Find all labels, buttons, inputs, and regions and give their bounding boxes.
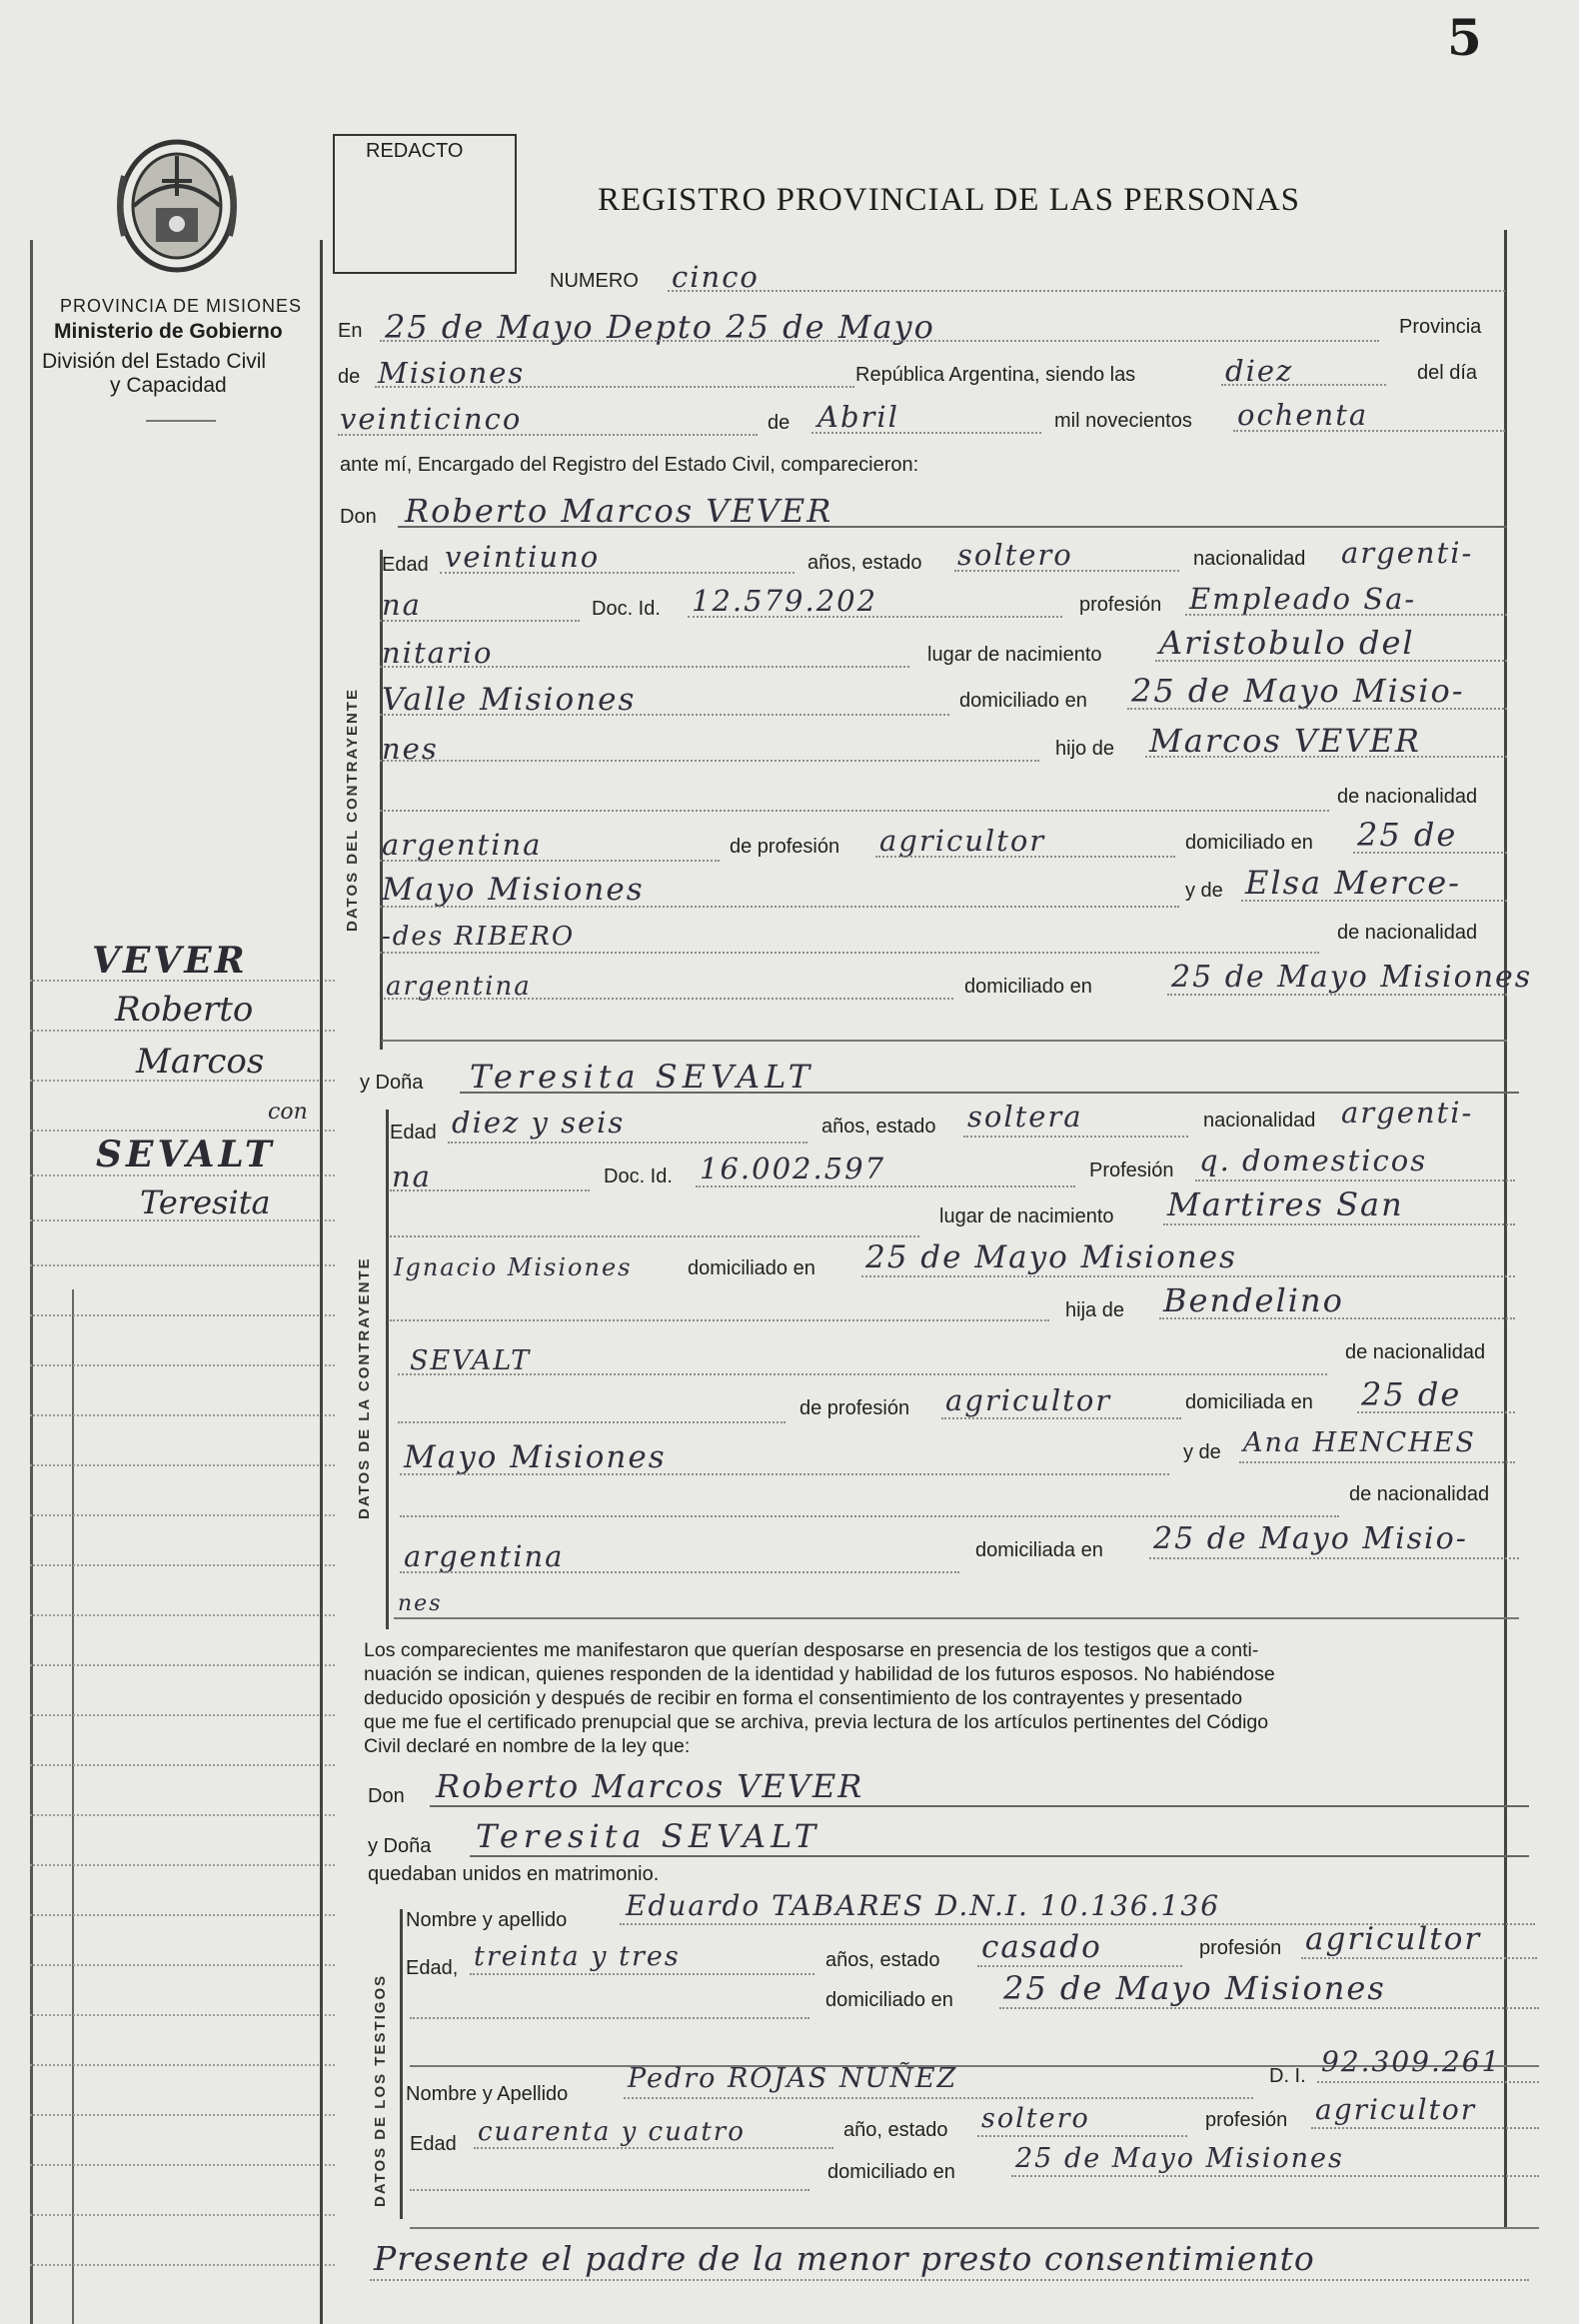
declaration-line-4: que me fue el certificado prenupcial que se archiva, previa lectura de los artículos pertinentes del Código (364, 1711, 1269, 1733)
bride-father-dom-a: 25 de (1361, 1375, 1462, 1413)
w1-dom: 25 de Mayo Misiones (1003, 1969, 1386, 2007)
footer-note: Presente el padre de la menor presto consentimiento (374, 2239, 1315, 2278)
groom-domicilio-b: nes (382, 732, 439, 766)
w2-di: 92.309.261 (1321, 2045, 1502, 2078)
bride-nacionalidad-b: na (392, 1160, 432, 1193)
groom-nacionalidad-label: nacionalidad (1193, 548, 1306, 570)
de-label: de (338, 366, 361, 388)
quedaban-text: quedaban unidos en matrimonio. (368, 1863, 660, 1885)
bride-lugar-b: Ignacio Misiones (394, 1253, 633, 1281)
bride-lugar-a: Martires San (1167, 1185, 1404, 1223)
sidebar-division-2: y Capacidad (110, 374, 227, 397)
groom-estado: soltero (957, 538, 1073, 572)
groom-doc-label: Doc. Id. (592, 598, 661, 620)
bride-nacionalidad-a: argenti- (1341, 1096, 1474, 1130)
groom-domiciliado-label: domiciliado en (959, 690, 1087, 712)
bride-mother-dom-a: 25 de Mayo Misio- (1153, 1521, 1468, 1556)
declaration-don-name: Roberto Marcos VEVER (436, 1767, 864, 1805)
groom-mother-dom-label: domiciliado en (964, 976, 1092, 998)
w1-prof: agricultor (1305, 1921, 1482, 1957)
groom-profesion-b: nitario (382, 636, 494, 670)
bride-doc-label: Doc. Id. (604, 1165, 673, 1187)
margin-line (72, 1289, 74, 2324)
bride-profesion: q. domesticos (1199, 1144, 1428, 1177)
groom-edad: veintiuno (445, 540, 601, 574)
declaration-dona-name: Teresita SEVALT (476, 1817, 821, 1855)
groom-nacionalidad-b: na (382, 588, 422, 622)
groom-father-prof: agricultor (879, 824, 1046, 858)
w2-label: Nombre y Apellido (406, 2083, 569, 2105)
bride-profesion-label: Profesión (1089, 1160, 1174, 1181)
w1-dom-label: domiciliado en (825, 1989, 953, 2011)
hour-value: diez (1225, 354, 1294, 388)
groom-father-dom-a: 25 de (1357, 816, 1458, 854)
bride-side-label: DATOS DE LA CONTRAYENTE (356, 1256, 373, 1519)
place-value: 25 de Mayo Depto 25 de Mayo (385, 308, 935, 346)
del-dia-label: del día (1417, 362, 1478, 384)
bride-mother-dom-label: domiciliada en (975, 1539, 1103, 1561)
w2-estado: soltero (981, 2103, 1090, 2134)
bride-father-dom-b: Mayo Misiones (404, 1439, 667, 1475)
groom-anos-estado: años, estado (807, 552, 922, 574)
redacto-label: REDACTO (366, 140, 464, 162)
bride-father-a: Bendelino (1163, 1281, 1344, 1319)
mil-novecientos-label: mil novecientos (1054, 410, 1192, 432)
groom-father-dom-label: domiciliado en (1185, 832, 1313, 854)
month-value: Abril (817, 400, 899, 434)
declaration-line-1: Los comparecientes me manifestaron que querían desposarse en presencia de los testigos que a conti- (364, 1639, 1259, 1661)
bride-domicilio: 25 de Mayo Misiones (865, 1239, 1237, 1275)
bride-edad-label: Edad (390, 1122, 437, 1144)
groom-lugar-a: Aristobulo del (1159, 624, 1415, 662)
republica-label: República Argentina, siendo las (855, 364, 1136, 386)
sidebar-province: PROVINCIA DE MISIONES (60, 296, 303, 316)
declaration-line-3: deducido oposición y después de recibir en forma el consentimiento de los contrayentes y presentado (364, 1687, 1243, 1709)
bride-anos-estado: años, estado (821, 1116, 936, 1138)
bride-mother: Ana HENCHES (1243, 1427, 1476, 1458)
w1-anos: años, estado (825, 1949, 940, 1971)
groom-side-label: DATOS DEL CONTRAYENTE (344, 688, 361, 932)
w2-edad-label: Edad (410, 2133, 457, 2155)
bride-hija-label: hija de (1065, 1299, 1124, 1321)
groom-lugar-b: Valle Misiones (382, 682, 637, 718)
groom-father-dom-b: Mayo Misiones (382, 872, 645, 908)
groom-mother-b: -des RIBERO (382, 922, 576, 952)
sidebar-divider (146, 420, 216, 422)
year-value: ochenta (1237, 398, 1369, 432)
groom-don-label: Don (340, 506, 377, 528)
groom-hijo-label: hijo de (1055, 738, 1114, 760)
provincia-label: Provincia (1399, 316, 1482, 338)
sidebar-name-1: VEVER (92, 940, 248, 982)
groom-domicilio-a: 25 de Mayo Misio- (1131, 672, 1465, 710)
bride-section-rule (386, 1110, 389, 1629)
sidebar-name-3: Marcos (136, 1042, 265, 1082)
declaration-line-2: nuación se indican, quienes responden de la identidad y habilidad de los futuros esposos. No habiéndose (364, 1663, 1275, 1685)
groom-mother-dom: 25 de Mayo Misiones (1171, 960, 1533, 995)
groom-de-profesion: de profesión (730, 836, 840, 858)
de2-label: de (768, 412, 790, 434)
bride-father-dom-label: domiciliada en (1185, 1391, 1313, 1413)
w1-estado: casado (981, 1929, 1102, 1965)
main-column-rule (320, 240, 323, 2324)
en-label: En (338, 320, 363, 342)
w1-edad: treinta y tres (474, 1941, 681, 1972)
groom-y-de: y de (1185, 880, 1223, 902)
bride-edad: diez y seis (452, 1106, 626, 1140)
w1-prof-label: profesión (1199, 1937, 1282, 1959)
page-title: REGISTRO PROVINCIAL DE LAS PERSONAS (598, 182, 1301, 218)
province-seal-icon (112, 136, 242, 276)
sidebar-name-5: SEVALT (96, 1134, 276, 1175)
witness-section-rule (400, 1909, 403, 2219)
bride-mother-dom-b: nes (398, 1591, 443, 1616)
w2-anos: año, estado (843, 2119, 948, 2141)
sidebar-name-4: con (268, 1100, 308, 1125)
w1-edad-label: Edad, (406, 1957, 459, 1979)
groom-edad-label: Edad (382, 554, 429, 576)
bride-domiciliado-label: domiciliado en (688, 1257, 815, 1279)
sidebar-ministry: Ministerio de Gobierno (54, 320, 283, 343)
bride-father-prof: agricultor (945, 1383, 1112, 1417)
groom-nacionalidad-a: argenti- (1341, 536, 1474, 570)
day-value: veinticinco (340, 402, 523, 436)
groom-doc: 12.579.202 (692, 584, 878, 618)
declaration-dona-label: y Doña (368, 1835, 432, 1857)
groom-father: Marcos VEVER (1149, 722, 1421, 760)
bride-mother-nac: argentina (404, 1539, 565, 1573)
declaration-don-label: Don (368, 1785, 405, 1807)
sidebar-name-2: Roberto (115, 990, 254, 1030)
bride-dona-label: y Doña (360, 1072, 424, 1094)
binding-line (30, 240, 33, 2324)
bride-estado: soltera (967, 1100, 1083, 1134)
sidebar-division: División del Estado Civil (42, 350, 267, 373)
bride-de-nacionalidad: de nacionalidad (1345, 1341, 1486, 1363)
w2-dom: 25 de Mayo Misiones (1015, 2143, 1344, 2174)
bride-father-b: SEVALT (410, 1345, 532, 1376)
sidebar-name-6: Teresita (140, 1183, 271, 1221)
w1-label: Nombre y apellido (406, 1909, 568, 1931)
bride-de-nacionalidad-2: de nacionalidad (1349, 1483, 1490, 1505)
groom-section-rule (380, 550, 383, 1050)
bride-nacionalidad-label: nacionalidad (1203, 1110, 1316, 1132)
ante-mi-text: ante mí, Encargado del Registro del Estado Civil, comparecieron: (340, 454, 919, 476)
groom-de-nacionalidad-2: de nacionalidad (1337, 922, 1478, 944)
w2-prof: agricultor (1315, 2093, 1477, 2126)
bride-name: Teresita SEVALT (470, 1058, 815, 1096)
groom-profesion-a: Empleado Sa- (1189, 582, 1417, 616)
w2-name: Pedro ROJAS NUÑEZ (628, 2063, 958, 2094)
province-value: Misiones (378, 356, 526, 390)
page-number: 5 (1447, 8, 1482, 67)
bride-doc: 16.002.597 (700, 1152, 886, 1185)
groom-mother-nac: argentina (386, 972, 532, 1002)
groom-father-nac: argentina (382, 828, 543, 862)
numero-label: NUMERO (550, 270, 639, 292)
w2-di-label: D. I. (1269, 2065, 1306, 2087)
right-column-rule (1504, 230, 1507, 2229)
groom-lugar-label: lugar de nacimiento (927, 644, 1102, 666)
groom-profesion-label: profesión (1079, 594, 1162, 616)
w2-prof-label: profesión (1205, 2109, 1288, 2131)
w2-edad: cuarenta y cuatro (478, 2117, 746, 2147)
w2-dom-label: domiciliado en (827, 2161, 955, 2183)
declaration-line-5: Civil declaré en nombre de la ley que: (364, 1735, 691, 1757)
witness-side-label: DATOS DE LOS TESTIGOS (372, 1973, 389, 2207)
bride-de-profesion: de profesión (799, 1397, 910, 1419)
groom-mother-a: Elsa Merce- (1245, 864, 1461, 902)
bride-lugar-label: lugar de nacimiento (939, 1205, 1114, 1227)
bride-y-de: y de (1183, 1441, 1221, 1463)
w1-name: Eduardo TABARES D.N.I. 10.136.136 (626, 1889, 1221, 1922)
groom-name: Roberto Marcos VEVER (405, 492, 833, 530)
numero-value: cinco (672, 260, 760, 294)
groom-de-nacionalidad: de nacionalidad (1337, 786, 1478, 808)
